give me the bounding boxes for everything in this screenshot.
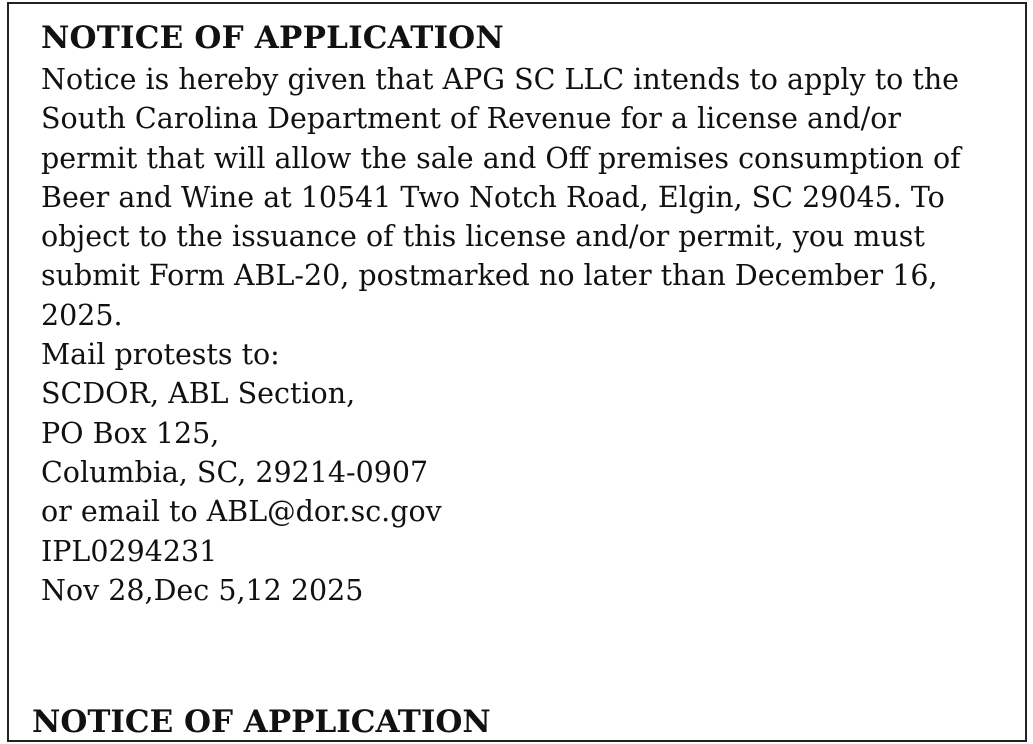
mail-address-line: Columbia, SC, 29214-0907: [41, 455, 429, 489]
notice-body-line: South Carolina Department of Revenue for a license and/or: [41, 102, 901, 136]
notice-body-line: permit that will allow the sale and Off premises consumption of: [41, 141, 961, 175]
notice-body-line: Notice is hereby given that APG SC LLC intends to apply to the: [41, 63, 960, 96]
mail-protests-heading: Mail protests to:: [41, 338, 280, 372]
run-dates: Nov 28,Dec 5,12 2025: [41, 573, 364, 607]
reference-id: IPL0294231: [41, 534, 218, 568]
mail-address-line: PO Box 125,: [41, 416, 220, 450]
notice-title: NOTICE OF APPLICATION: [41, 20, 504, 56]
notice-content: [41, 16, 1016, 610]
mail-address-line: SCDOR, ABL Section,: [41, 377, 356, 411]
notice-box: [7, 2, 1027, 742]
notice-body-line: 2025.: [41, 298, 123, 332]
next-notice-title: NOTICE OF APPLICATION: [32, 704, 491, 740]
notice-body-line: object to the issuance of this license and/or permit, you must: [41, 220, 925, 254]
email-line: or email to ABL@dor.sc.gov: [41, 495, 442, 529]
notice-body-line: Beer and Wine at 10541 Two Notch Road, Elgin, SC 29045. To: [41, 180, 945, 214]
notice-body-line: submit Form ABL-20, postmarked no later than December 16,: [41, 259, 938, 293]
